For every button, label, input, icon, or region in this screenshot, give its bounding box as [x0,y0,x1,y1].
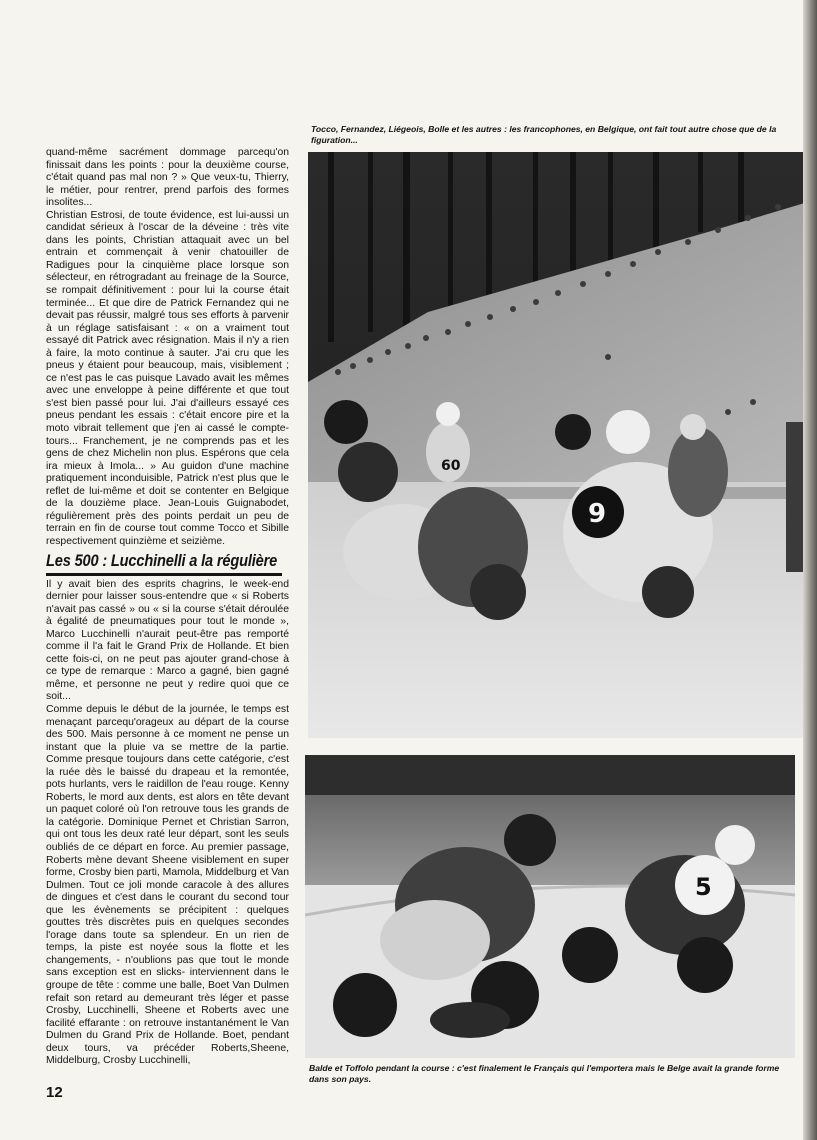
top-race-photo [308,152,808,738]
bottom-race-photo [305,755,795,1058]
page-number: 12 [46,1084,63,1101]
rider-number-9: 9 [588,499,607,529]
section-title: Les 500 : Lucchinelli a la régulière [46,550,278,570]
article-paragraph: Christian Estrosi, de toute évidence, est lui-aussi un candidat sérieux à l'oscar de la déveine : très vite dans les points, Christian attaquait avec un bel entrain et commençait à venir chatouiller de Radigues pour la cinquième place lorsque son sélecteur, en rétrogradant au freinage de la Source, se rompait définitivement : pour lui la course était terminée... Et que dire de Patrick Fernandez qui ne devait pas réussir, malgré tous ses efforts à parvenir à un réglage satisfaisant : « on a vraiment tout essayé dit Patrick avec résignation. Mais il n'y a rien à faire, la moto continue à sauter. J'ai cru que les pneus y étaient pour beaucoup, mais, visiblement ; ce n'est pas le cas puisque Lavado avait les mêmes avec une enveloppe à peine différente et que tout s'est bien passé pour lui. J'ai d'ailleurs essayé ces pneus pendant les essais : c'était encore pire et la moto vibrait tellement que j'en ai cassé le compte-tours... Franchement, je ne comprends pas et les gens de chez Michelin non plus. Espérons que cela ira mieux à Imola... » Au guidon d'une machine pratiquement inconduisible, Patrick n'est plus que le reflet de lui-même et doit se contenter en Belgique de la douzième place. Jean-Louis Guignabodet, régulièrement près des points perdait un peu de terrain en fin de course tout comme Tocco et Sibille respectivement quinzième et seizième. [46,209,289,547]
bottom-photo-caption: Balde et Toffolo pendant la course : c'est finalement le Français qui l'emportera mais le Belge avait la grande forme dans son pays. [309,1063,780,1084]
article-column [46,147,289,1068]
rider-number-5: 5 [695,873,712,901]
background-trees [305,755,795,795]
section-title-rule [46,573,282,576]
article-paragraph: quand-même sacrément dommage parcequ'on finissait dans les points : pour la deuxième course, c'était quand pas mal non ? » Que veux-tu, Thierry, le métier, pour rentrer, prend parfois des formes insolites... [46,147,289,209]
article-paragraph: Il y avait bien des esprits chagrins, le week-end dernier pour laisser sous-entendre que « si Roberts n'avait pas cassé » ou « si la course s'était déroulée à égalité de pneumatiques pour tout le monde », Marco Lucchinelli n'aurait peut-être pas remporté comme il l'a fait le Grand Prix de Hollande. Et bien cette fois-ci, on ne peut pas ajouter grand-chose à ce type de remarque : Marco a gagné, bien gagné même, et personne ne peut y redire quoi que ce soit... [46,578,289,703]
rider-number-60: 60 [441,458,461,474]
top-photo-caption: Tocco, Fernandez, Liégeois, Bolle et les autres : les francophones, en Belgique, ont fait tout autre chose que de la figuration... [311,124,777,145]
page-binding-edge [803,0,817,1140]
article-paragraph: Comme depuis le début de la journée, le temps est menaçant parcequ'orageux au départ de la course des 500. Mais personne à ce moment ne pense un instant que la pluie va se mettre de la partie. Comme presque toujours dans cette catégorie, c'est la ruée dès le baissé du drapeau et la remontée, pots hurlants, vers le raidillon de l'eau rouge. Kenny Roberts, le mord aux dents, est alors en tête devant un paquet coloré où l'on retrouve tous les grands de la catégorie. Dominique Pernet et Christian Sarron, qui ont tous les deux raté leur départ, sont les seuls oubliés de ce départ en force. Au premier passage, Roberts mène devant Sheene visiblement en super forme, Crosby bien parti, Mamola, Middelburg et Van Dulmen. Tout ce joli monde caracole à des allures de dingues et c'est dans le courant du second tour que les évènements se précipitent : quelques gouttes très discrètes puis en quelques secondes l'orage dans toute sa splendeur. En un rien de temps, la piste est noyée sous la flotte et les changements, - n'oublions pas que tout le monde sans exception est en slicks- interviennent dans le groupe de tête : comme une balle, Boet Van Dulmen refait son retard au demeurant très léger et passe Crosby, Lucchinelli, Sheene et Roberts avec une facilité effarante : on retrouve instantanément le Van Dulmen du Grand Prix de Hollande. Boet, pendant deux tours, va précéder Roberts,Sheene, Middelburg, Crosby Lucchinelli, [46,703,289,1067]
